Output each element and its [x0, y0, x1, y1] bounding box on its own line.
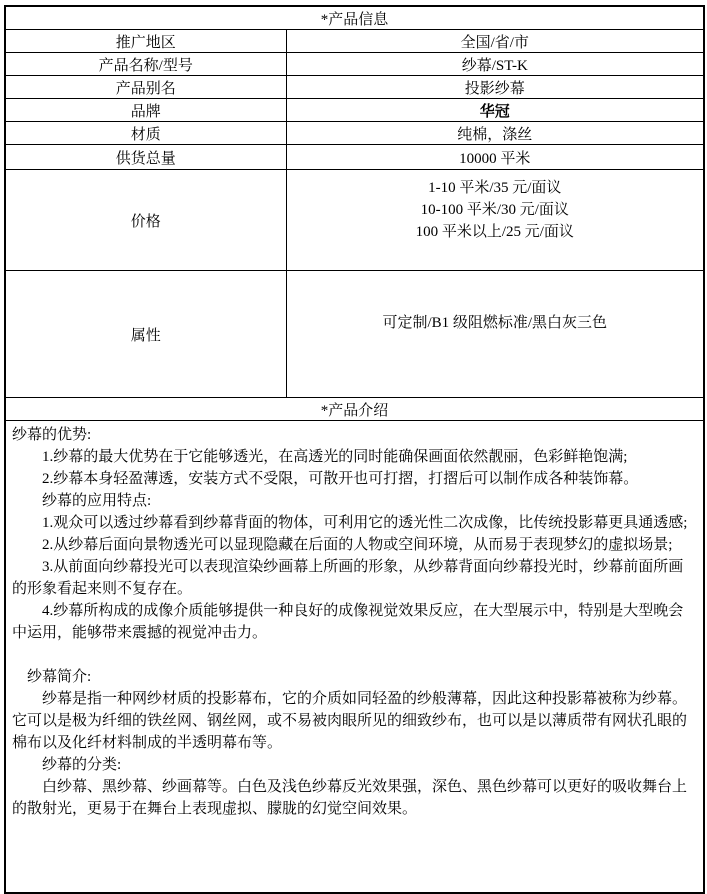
table-row	[5, 76, 704, 99]
product-intro-body	[5, 421, 704, 894]
promotion-area-label: 推广地区	[5, 30, 286, 53]
table-row	[5, 271, 704, 398]
product-alias-label: 产品别名	[5, 76, 286, 99]
supply-total-label: 供货总量	[5, 145, 286, 170]
table-row	[5, 53, 704, 76]
intro-paragraph: 2.纱幕本身轻盈薄透，安装方式不受限，可散开也可打摺，打摺后可以制作成各种装饰幕。	[42, 471, 639, 487]
promotion-area-value: 全国/省/市	[286, 30, 704, 53]
product-table	[4, 5, 705, 894]
table-row	[5, 122, 704, 145]
price-tier-3: 100 平米以上/25 元/面议	[415, 224, 574, 240]
table-row	[5, 30, 704, 53]
intro-heading-categories: 纱幕的分类:	[42, 757, 122, 773]
price-tier-1: 1-10 平米/35 元/面议	[428, 180, 562, 196]
price-tier-2: 10-100 平米/30 元/面议	[420, 202, 569, 218]
product-name-model-label: 产品名称/型号	[5, 53, 286, 76]
intro-paragraph: 1.观众可以透过纱幕看到纱幕背面的物体，可利用它的透光性二次成像，比传统投影幕更具通透感;	[42, 515, 688, 531]
blank-line	[12, 644, 697, 666]
attribute-label: 属性	[5, 271, 286, 398]
product-alias-value: 投影纱幕	[286, 76, 704, 99]
table-row	[5, 99, 704, 122]
intro-paragraph: 1.纱幕的最大优势在于它能够透光，在高透光的同时能确保画面依然靓丽，色彩鲜艳饱满;	[42, 449, 628, 465]
attribute-value: 可定制/B1 级阻燃标准/黑白灰三色	[286, 271, 704, 398]
table-row	[5, 145, 704, 170]
intro-paragraph: 4.纱幕所构成的成像介质能够提供一种良好的成像视觉效果反应，在大型展示中，特别是大型晚会中运用，能够带来震撼的视觉冲击力。	[12, 603, 684, 641]
product-intro-header: *产品介绍	[5, 398, 704, 421]
material-value: 纯棉，涤丝	[286, 122, 704, 145]
intro-paragraph: 3.从前面向纱幕投光可以表现渲染纱画幕上所画的形象，从纱幕背面向纱幕投光时，纱幕前面所画的形象看起来则不复存在。	[12, 559, 684, 597]
table-row	[5, 170, 704, 271]
brand-label: 品牌	[5, 99, 286, 122]
product-info-header: *产品信息	[5, 6, 704, 30]
intro-heading-advantages: 纱幕的优势:	[12, 427, 92, 443]
intro-paragraph: 白纱幕、黑纱幕、纱画幕等。白色及浅色纱幕反光效果强，深色、黑色纱幕可以更好的吸收舞台上的散射光，更易于在舞台上表现虚拟、朦胧的幻觉空间效果。	[12, 779, 688, 817]
supply-total-value: 10000 平米	[286, 145, 704, 170]
brand-value: 华冠	[286, 99, 704, 122]
price-value	[286, 170, 704, 271]
intro-paragraph: 纱幕是指一种网纱材质的投影幕布，它的介质如同轻盈的纱般薄幕，因此这种投影幕被称为纱幕。它可以是极为纤细的铁丝网、钢丝网，或不易被肉眼所见的细致纱布，也可以是以薄质带有网状孔眼的棉布以及化纤材料制成的半透明幕布等。	[12, 691, 688, 751]
product-name-model-value: 纱幕/ST-K	[286, 53, 704, 76]
intro-paragraph: 2.从纱幕后面向景物透光可以显现隐藏在后面的人物或空间环境，从而易于表现梦幻的虚拟场景;	[42, 537, 673, 553]
intro-heading-brief: 纱幕简介:	[27, 669, 92, 685]
intro-heading-application: 纱幕的应用特点:	[42, 493, 152, 509]
price-label: 价格	[5, 170, 286, 271]
material-label: 材质	[5, 122, 286, 145]
